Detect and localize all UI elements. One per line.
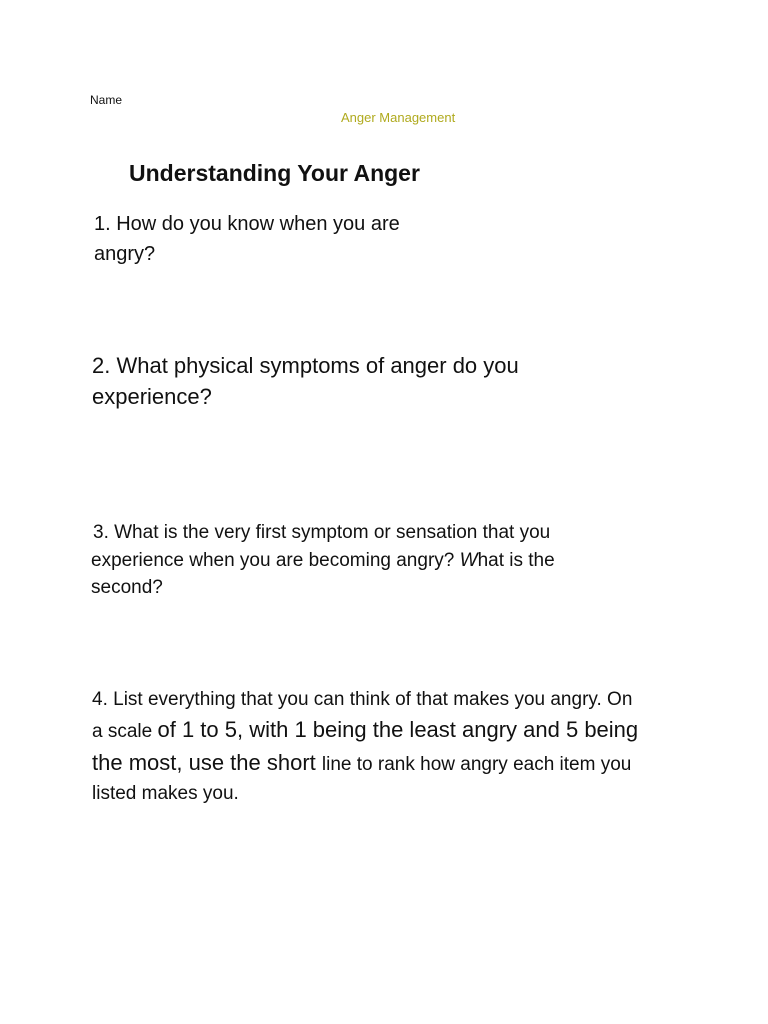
question-3-line-1: 3. What is the very first symptom or sensation that you — [93, 522, 551, 543]
question-4-line-1: 4. List everything that you can think of that makes you angry. On — [92, 689, 633, 710]
question-4-line-2 — [92, 714, 638, 748]
question-3 — [91, 519, 555, 602]
worksheet-title: Understanding Your Anger — [129, 160, 420, 186]
question-4 — [92, 686, 638, 808]
question-1-line-1: 1. How do you know when you are — [94, 213, 400, 235]
question-2 — [92, 350, 519, 412]
question-1-line-2: angry? — [94, 243, 156, 265]
question-4-line-3-part-a: the most, use the short — [92, 750, 322, 775]
question-4-line-3 — [92, 748, 638, 780]
question-4-line-3-part-b: line to rank how angry each item you — [321, 754, 632, 775]
question-2-line-1: 2. What physical symptoms of anger do you — [92, 353, 519, 378]
question-2-line-2: experience? — [92, 384, 212, 409]
question-1 — [94, 209, 400, 269]
question-4-line-4: listed makes you. — [92, 783, 239, 804]
question-3-line-2-part-c: hat is the — [477, 549, 555, 571]
question-4-line-2-part-a: a scale — [92, 721, 158, 742]
worksheet-subtitle: Anger Management — [341, 110, 456, 125]
question-3-line-2 — [91, 547, 555, 575]
question-3-line-2-italic-w: W — [459, 549, 478, 571]
question-3-line-2-part-a: experience when you are becoming angry? — [91, 549, 460, 571]
question-4-line-2-part-b: of 1 to 5, with 1 being the least angry and 5 being — [157, 717, 639, 742]
question-3-line-3: second? — [91, 577, 163, 598]
name-label: Name — [90, 93, 123, 107]
